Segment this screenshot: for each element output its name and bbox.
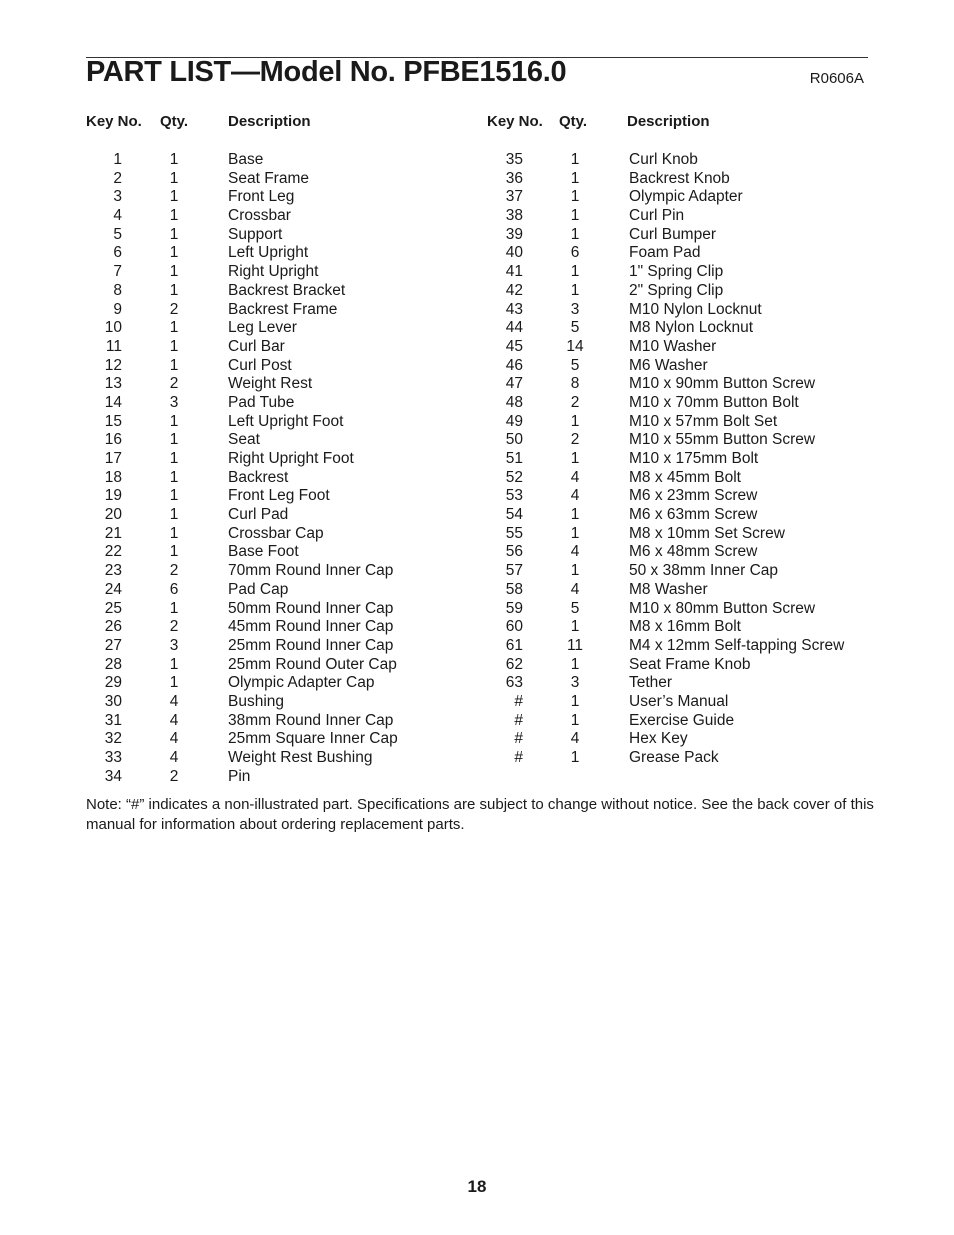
part-key-number: 12 — [104, 356, 122, 374]
part-quantity: 1 — [570, 188, 580, 206]
part-row — [0, 244, 954, 263]
part-description: Pad Tube — [228, 393, 295, 411]
part-quantity: 2 — [570, 393, 580, 411]
part-description: Pin — [228, 767, 251, 785]
part-row — [0, 562, 954, 581]
part-quantity: 2 — [570, 431, 580, 449]
part-quantity: 1 — [570, 281, 580, 299]
part-description: 38mm Round Inner Cap — [228, 711, 394, 729]
part-row — [0, 768, 480, 787]
part-quantity: 1 — [570, 692, 580, 710]
part-description: Curl Knob — [629, 151, 698, 168]
part-quantity: 6 — [570, 244, 580, 262]
part-quantity: 11 — [566, 636, 584, 654]
part-quantity: 4 — [570, 487, 580, 505]
part-description: M6 x 23mm Screw — [629, 487, 758, 505]
right-header-key: Key No. — [487, 113, 543, 130]
part-description: Crossbar — [228, 207, 291, 225]
part-quantity: 1 — [169, 188, 179, 206]
part-key-number: 56 — [505, 543, 523, 561]
part-description: 50mm Round Inner Cap — [228, 599, 394, 617]
part-description: Hex Key — [629, 730, 688, 748]
part-description: M10 Nylon Locknut — [629, 300, 762, 318]
part-description: Olympic Adapter — [629, 188, 743, 206]
part-key-number: 28 — [104, 655, 122, 673]
part-key-number: 37 — [505, 188, 523, 206]
part-description: Pad Cap — [228, 580, 289, 598]
part-description: 70mm Round Inner Cap — [228, 562, 394, 580]
part-description: M6 x 63mm Screw — [629, 506, 758, 524]
part-key-number: 11 — [105, 337, 122, 355]
part-key-number: 47 — [505, 375, 523, 393]
part-key-number: 17 — [104, 450, 122, 467]
part-description: Curl Pin — [629, 207, 685, 225]
part-description: M8 x 16mm Bolt — [629, 618, 741, 636]
part-description: M10 x 57mm Bolt Set — [629, 412, 778, 430]
part-key-number: 2 — [113, 169, 122, 187]
part-quantity: 1 — [169, 487, 179, 505]
part-description: Curl Post — [228, 356, 292, 374]
part-key-number: 29 — [104, 674, 122, 692]
part-row — [0, 170, 954, 189]
part-quantity: 6 — [169, 580, 179, 598]
part-quantity: 1 — [169, 281, 179, 299]
part-key-number: 19 — [104, 487, 122, 505]
part-key-number: 39 — [505, 225, 523, 243]
part-row — [0, 282, 954, 301]
part-quantity: 1 — [570, 151, 580, 168]
footnote: Note: “#” indicates a non-illustrated part. Specifications are subject to change without notice. See the back cover of this manual for information about ordering replacement parts. — [86, 796, 874, 833]
right-parts-list — [0, 151, 954, 768]
part-quantity: 3 — [570, 674, 580, 692]
part-key-number: 6 — [113, 244, 122, 262]
part-description: Exercise Guide — [629, 711, 735, 729]
part-row — [0, 413, 954, 432]
part-row — [0, 487, 954, 506]
part-row — [0, 450, 954, 469]
left-header-key: Key No. — [86, 113, 142, 130]
part-row — [0, 543, 954, 562]
part-key-number: 5 — [113, 225, 122, 243]
part-quantity: 1 — [169, 263, 179, 281]
part-quantity: 1 — [570, 263, 580, 281]
part-row — [0, 581, 954, 600]
part-description: 45mm Round Inner Cap — [228, 618, 394, 636]
part-quantity: 1 — [570, 562, 580, 580]
part-description: M4 x 12mm Self-tapping Screw — [629, 636, 845, 654]
part-quantity: 1 — [570, 618, 580, 636]
part-key-number: 60 — [505, 618, 523, 636]
part-key-number: 15 — [104, 412, 122, 430]
part-key-number: 41 — [505, 263, 523, 281]
part-description: Tether — [629, 674, 673, 692]
part-key-number: 16 — [104, 431, 122, 449]
part-row — [0, 730, 954, 749]
part-key-number: # — [514, 730, 523, 748]
part-key-number: 46 — [505, 356, 523, 374]
part-row — [0, 525, 954, 544]
part-quantity: 4 — [169, 711, 179, 729]
part-quantity: 4 — [570, 543, 580, 561]
part-row — [0, 394, 954, 413]
part-quantity: 2 — [169, 375, 179, 393]
part-quantity: 4 — [169, 749, 179, 766]
part-quantity: 1 — [570, 524, 580, 542]
part-description: Seat Frame Knob — [629, 655, 751, 673]
part-description: M10 x 175mm Bolt — [629, 450, 759, 467]
part-description: Right Upright — [228, 263, 319, 281]
part-row — [0, 469, 954, 488]
part-key-number: 3 — [113, 188, 122, 206]
part-key-number: # — [514, 749, 523, 766]
part-key-number: 36 — [505, 169, 523, 187]
part-quantity: 1 — [169, 468, 179, 486]
part-row — [0, 712, 954, 731]
part-key-number: 61 — [505, 636, 523, 654]
part-key-number: 31 — [104, 711, 122, 729]
part-description: Weight Rest Bushing — [228, 749, 373, 766]
part-description: Bushing — [228, 692, 285, 710]
part-description: Backrest Frame — [228, 300, 338, 318]
part-quantity: 1 — [169, 655, 179, 673]
part-key-number: 38 — [505, 207, 523, 225]
left-header-qty: Qty. — [160, 113, 189, 130]
part-description: M10 Washer — [629, 337, 717, 355]
part-quantity: 1 — [169, 169, 179, 187]
part-row — [0, 693, 954, 712]
part-row — [0, 600, 954, 619]
part-quantity: 1 — [570, 506, 580, 524]
part-description: Leg Lever — [228, 319, 297, 337]
part-description: M6 x 48mm Screw — [629, 543, 758, 561]
part-row — [0, 301, 954, 320]
part-description: 2" Spring Clip — [629, 281, 724, 299]
part-key-number: 48 — [505, 393, 523, 411]
part-key-number: 62 — [505, 655, 523, 673]
part-quantity: 1 — [169, 225, 179, 243]
part-key-number: 23 — [104, 562, 122, 580]
part-quantity: 3 — [169, 393, 179, 411]
part-description: M10 x 70mm Button Bolt — [629, 393, 799, 411]
part-key-number: 7 — [113, 263, 122, 281]
part-quantity: 1 — [169, 431, 179, 449]
part-row — [0, 506, 954, 525]
part-key-number: 32 — [104, 730, 122, 748]
part-key-number: # — [514, 711, 523, 729]
part-quantity: 4 — [169, 692, 179, 710]
page-title: PART LIST—Model No. PFBE1516.0 — [86, 56, 567, 88]
part-key-number: 25 — [104, 599, 122, 617]
part-quantity: 1 — [570, 207, 580, 225]
part-key-number: 57 — [505, 562, 523, 580]
part-row — [0, 656, 954, 675]
part-key-number: 9 — [113, 300, 122, 318]
part-description: Weight Rest — [228, 375, 313, 393]
part-key-number: 8 — [113, 281, 122, 299]
part-description: Foam Pad — [629, 244, 701, 262]
part-description: M10 x 90mm Button Screw — [629, 375, 816, 393]
part-key-number: 49 — [505, 412, 523, 430]
part-quantity: 3 — [570, 300, 580, 318]
part-row — [0, 674, 954, 693]
part-quantity: 1 — [169, 337, 179, 355]
document-code: R0606A — [809, 70, 864, 87]
part-quantity: 4 — [570, 730, 580, 748]
part-key-number: 14 — [104, 393, 122, 411]
part-quantity: 1 — [570, 225, 580, 243]
part-quantity: 1 — [169, 674, 179, 692]
part-quantity: 5 — [570, 356, 580, 374]
right-header-description: Description — [627, 113, 710, 130]
part-quantity: 1 — [169, 506, 179, 524]
part-key-number: # — [514, 692, 523, 710]
part-quantity: 1 — [169, 524, 179, 542]
part-key-number: 43 — [505, 300, 523, 318]
part-quantity: 1 — [570, 412, 580, 430]
part-key-number: 1 — [113, 151, 122, 168]
part-key-number: 22 — [104, 543, 122, 561]
part-description: M8 Nylon Locknut — [629, 319, 754, 337]
part-key-number: 50 — [505, 431, 523, 449]
part-key-number: 4 — [113, 207, 122, 225]
part-description: Base Foot — [228, 543, 299, 561]
part-quantity: 1 — [169, 207, 179, 225]
part-description: Seat — [228, 431, 260, 449]
part-description: 50 x 38mm Inner Cap — [629, 562, 779, 580]
left-header-description: Description — [228, 113, 311, 130]
part-description: M8 x 45mm Bolt — [629, 468, 741, 486]
part-quantity: 14 — [566, 337, 584, 355]
part-quantity: 1 — [570, 450, 580, 467]
part-key-number: 21 — [104, 524, 122, 542]
part-description: Base — [228, 151, 264, 168]
part-description: Front Leg Foot — [228, 487, 330, 505]
part-row — [0, 637, 954, 656]
part-key-number: 34 — [104, 767, 122, 785]
part-row — [0, 357, 954, 376]
part-description: Curl Pad — [228, 506, 289, 524]
part-description: M10 x 55mm Button Screw — [629, 431, 816, 449]
part-key-number: 59 — [505, 599, 523, 617]
part-key-number: 10 — [104, 319, 122, 337]
page-number: 18 — [467, 1177, 487, 1196]
part-quantity: 2 — [169, 562, 179, 580]
part-key-number: 53 — [505, 487, 523, 505]
part-row — [0, 431, 954, 450]
part-description: 25mm Round Outer Cap — [228, 655, 397, 673]
part-description: Front Leg — [228, 188, 295, 206]
part-quantity: 2 — [169, 618, 179, 636]
part-quantity: 1 — [169, 450, 179, 467]
part-description: Curl Bar — [228, 337, 285, 355]
part-quantity: 1 — [169, 412, 179, 430]
part-row — [0, 207, 954, 226]
part-quantity: 2 — [169, 300, 179, 318]
part-key-number: 52 — [505, 468, 523, 486]
part-description: Backrest Bracket — [228, 281, 346, 299]
part-description: 25mm Square Inner Cap — [228, 730, 398, 748]
part-row — [0, 319, 954, 338]
part-key-number: 35 — [505, 151, 523, 168]
part-description: Curl Bumper — [629, 225, 716, 243]
part-key-number: 44 — [505, 319, 523, 337]
part-row — [0, 749, 954, 768]
part-key-number: 54 — [505, 506, 523, 524]
part-key-number: 27 — [104, 636, 122, 654]
part-quantity: 1 — [570, 655, 580, 673]
part-description: Backrest — [228, 468, 289, 486]
part-quantity: 1 — [169, 319, 179, 337]
part-description: Left Upright Foot — [228, 412, 344, 430]
part-quantity: 1 — [570, 711, 580, 729]
part-key-number: 42 — [505, 281, 523, 299]
part-row — [0, 188, 954, 207]
part-description: M10 x 80mm Button Screw — [629, 599, 816, 617]
part-key-number: 30 — [104, 692, 122, 710]
part-key-number: 63 — [505, 674, 523, 692]
part-description: M6 Washer — [629, 356, 708, 374]
part-quantity: 4 — [570, 468, 580, 486]
part-description: Left Upright — [228, 244, 309, 262]
part-description: Seat Frame — [228, 169, 309, 187]
part-key-number: 18 — [104, 468, 122, 486]
part-key-number: 51 — [505, 450, 523, 467]
right-header-qty: Qty. — [559, 113, 588, 130]
part-description: User’s Manual — [629, 692, 729, 710]
part-key-number: 40 — [505, 244, 523, 262]
part-row — [0, 226, 954, 245]
part-description: Backrest Knob — [629, 169, 730, 187]
part-quantity: 3 — [169, 636, 179, 654]
part-description: 1" Spring Clip — [629, 263, 724, 281]
part-quantity: 2 — [169, 767, 179, 785]
part-key-number: 20 — [104, 506, 122, 524]
part-row — [0, 151, 954, 170]
part-quantity: 8 — [570, 375, 580, 393]
part-description: M8 x 10mm Set Screw — [629, 524, 785, 542]
part-description: M8 Washer — [629, 580, 708, 598]
part-key-number: 26 — [104, 618, 122, 636]
part-row — [0, 618, 954, 637]
part-key-number: 24 — [104, 580, 122, 598]
part-row — [0, 375, 954, 394]
part-key-number: 45 — [505, 337, 523, 355]
part-description: Olympic Adapter Cap — [228, 674, 375, 692]
part-key-number: 58 — [505, 580, 523, 598]
part-key-number: 55 — [505, 524, 523, 542]
part-row — [0, 338, 954, 357]
part-key-number: 33 — [104, 749, 122, 766]
part-quantity: 4 — [570, 580, 580, 598]
part-quantity: 1 — [169, 543, 179, 561]
part-quantity: 5 — [570, 599, 580, 617]
part-row — [0, 263, 954, 282]
part-quantity: 1 — [169, 244, 179, 262]
part-quantity: 1 — [570, 169, 580, 187]
part-description: 25mm Round Inner Cap — [228, 636, 394, 654]
part-description: Crossbar Cap — [228, 524, 324, 542]
part-description: Right Upright Foot — [228, 450, 354, 467]
part-description: Grease Pack — [629, 749, 719, 766]
part-quantity: 1 — [169, 599, 179, 617]
part-quantity: 1 — [169, 151, 179, 168]
part-quantity: 1 — [570, 749, 580, 766]
part-quantity: 1 — [169, 356, 179, 374]
part-quantity: 5 — [570, 319, 580, 337]
part-description: Support — [228, 225, 283, 243]
part-key-number: 13 — [104, 375, 122, 393]
part-quantity: 4 — [169, 730, 179, 748]
